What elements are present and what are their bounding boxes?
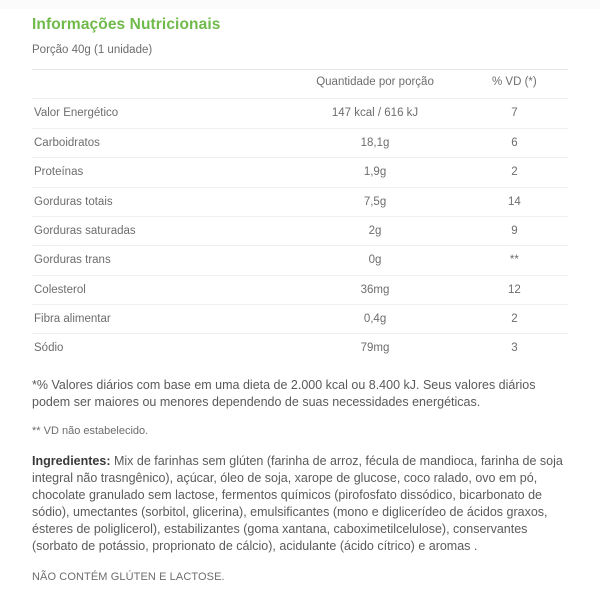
nutrient-vd: **	[461, 246, 568, 275]
nutrition-table-head	[32, 70, 568, 99]
nutrient-name: Gorduras trans	[32, 246, 289, 275]
nutrient-vd: 7	[461, 99, 568, 128]
table-row	[32, 334, 568, 363]
column-header-vd: % VD (*)	[461, 70, 568, 99]
nutrient-vd: 12	[461, 275, 568, 304]
nutrient-name: Valor Energético	[32, 99, 289, 128]
table-row	[32, 305, 568, 334]
ingredients-paragraph	[32, 453, 568, 555]
allergen-free-statement: NÃO CONTÉM GLÚTEN E LACTOSE.	[32, 570, 225, 583]
daily-values-note: *% Valores diários com base em uma dieta de 2.000 kcal ou 8.400 kJ. Seus valores diários podem ser maiores ou menores dependendo de suas necessidades energéticas.	[32, 377, 536, 410]
nutrient-vd: 3	[461, 334, 568, 363]
nutrient-name: Sódio	[32, 334, 289, 363]
nutrient-name: Proteínas	[32, 158, 289, 187]
nutrient-quantity: 79mg	[289, 334, 461, 363]
nutrient-quantity: 18,1g	[289, 128, 461, 157]
nutrient-name: Colesterol	[32, 275, 289, 304]
nutrient-name: Carboidratos	[32, 128, 289, 157]
portion-size: Porção 40g (1 unidade)	[32, 43, 153, 56]
table-row	[32, 128, 568, 157]
nutrient-vd: 2	[461, 158, 568, 187]
nutrient-quantity: 7,5g	[289, 187, 461, 216]
nutrient-quantity: 147 kcal / 616 kJ	[289, 99, 461, 128]
page-title: Informações Nutricionais	[32, 16, 221, 33]
column-header-nutrient	[32, 70, 289, 99]
table-row	[32, 216, 568, 245]
table-row	[32, 99, 568, 128]
nutrient-name: Fibra alimentar	[32, 305, 289, 334]
table-row	[32, 246, 568, 275]
nutrient-quantity: 36mg	[289, 275, 461, 304]
table-row	[32, 187, 568, 216]
nutrient-vd: 6	[461, 128, 568, 157]
table-row	[32, 275, 568, 304]
ingredients-text: Mix de farinhas sem glúten (farinha de arroz, fécula de mandioca, farinha de soja integral não trasngênico), açúcar, óleo de soja, xarope de glucose, coco ralado, ovo em pó, chocolate granulado sem lactose, fermentos químicos (pirofosfato dissódico, bicarbonato de sódio), umectantes (sorbitol, glicerina), emulsificantes (mono e diglicerídeo de ácidos graxos, ésteres de poliglicerol), estabilizantes (goma xantana, caboximetilcelulose), conservantes (sorbato de potássio, proprionato de cálcio), acidulante (ácido cítrico) e aromas .	[32, 453, 563, 553]
table-row	[32, 158, 568, 187]
nutrient-quantity: 2g	[289, 216, 461, 245]
nutrient-quantity: 0g	[289, 246, 461, 275]
nutrition-table	[32, 69, 568, 362]
table-header-row	[32, 70, 568, 99]
nutrient-vd: 2	[461, 305, 568, 334]
nutrient-quantity: 0,4g	[289, 305, 461, 334]
vd-not-established-note: ** VD não estabelecido.	[32, 425, 149, 438]
nutrient-quantity: 1,9g	[289, 158, 461, 187]
nutrition-table-body	[32, 99, 568, 363]
ingredients-label: Ingredientes:	[32, 453, 111, 468]
nutrient-vd: 14	[461, 187, 568, 216]
nutrient-vd: 9	[461, 216, 568, 245]
nutrient-name: Gorduras saturadas	[32, 216, 289, 245]
column-header-quantity: Quantidade por porção	[289, 70, 461, 99]
nutrient-name: Gorduras totais	[32, 187, 289, 216]
